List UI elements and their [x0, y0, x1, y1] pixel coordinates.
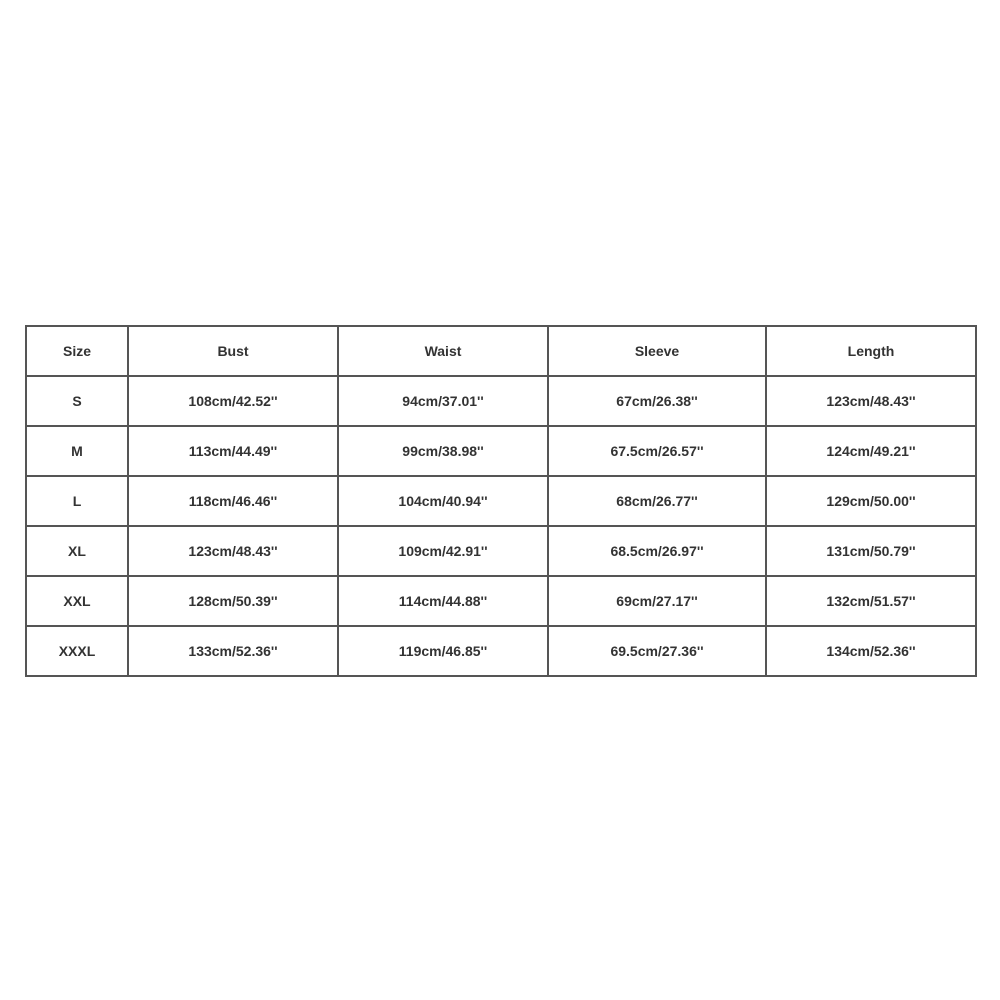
cell-bust: 123cm/48.43''	[128, 526, 338, 576]
table-row	[26, 526, 976, 576]
cell-bust: 113cm/44.49''	[128, 426, 338, 476]
header-size: Size	[26, 326, 128, 376]
cell-sleeve: 67.5cm/26.57''	[548, 426, 766, 476]
size-chart-table	[25, 325, 977, 677]
cell-size: XXXL	[26, 626, 128, 676]
cell-bust: 108cm/42.52''	[128, 376, 338, 426]
table-row	[26, 426, 976, 476]
header-waist: Waist	[338, 326, 548, 376]
cell-size: L	[26, 476, 128, 526]
header-row	[26, 326, 976, 376]
cell-bust: 128cm/50.39''	[128, 576, 338, 626]
header-bust: Bust	[128, 326, 338, 376]
cell-size: XXL	[26, 576, 128, 626]
cell-waist: 119cm/46.85''	[338, 626, 548, 676]
cell-waist: 114cm/44.88''	[338, 576, 548, 626]
table-row	[26, 576, 976, 626]
cell-sleeve: 69.5cm/27.36''	[548, 626, 766, 676]
cell-length: 132cm/51.57''	[766, 576, 976, 626]
header-length: Length	[766, 326, 976, 376]
cell-waist: 109cm/42.91''	[338, 526, 548, 576]
cell-length: 129cm/50.00''	[766, 476, 976, 526]
cell-waist: 94cm/37.01''	[338, 376, 548, 426]
cell-bust: 118cm/46.46''	[128, 476, 338, 526]
cell-bust: 133cm/52.36''	[128, 626, 338, 676]
cell-size: S	[26, 376, 128, 426]
cell-size: XL	[26, 526, 128, 576]
cell-sleeve: 69cm/27.17''	[548, 576, 766, 626]
table-row	[26, 376, 976, 426]
cell-length: 134cm/52.36''	[766, 626, 976, 676]
cell-length: 131cm/50.79''	[766, 526, 976, 576]
cell-sleeve: 68cm/26.77''	[548, 476, 766, 526]
cell-length: 124cm/49.21''	[766, 426, 976, 476]
cell-sleeve: 67cm/26.38''	[548, 376, 766, 426]
table-row	[26, 626, 976, 676]
cell-waist: 104cm/40.94''	[338, 476, 548, 526]
cell-size: M	[26, 426, 128, 476]
table-row	[26, 476, 976, 526]
cell-waist: 99cm/38.98''	[338, 426, 548, 476]
table-body	[26, 376, 976, 676]
cell-sleeve: 68.5cm/26.97''	[548, 526, 766, 576]
header-sleeve: Sleeve	[548, 326, 766, 376]
table-header	[26, 326, 976, 376]
cell-length: 123cm/48.43''	[766, 376, 976, 426]
